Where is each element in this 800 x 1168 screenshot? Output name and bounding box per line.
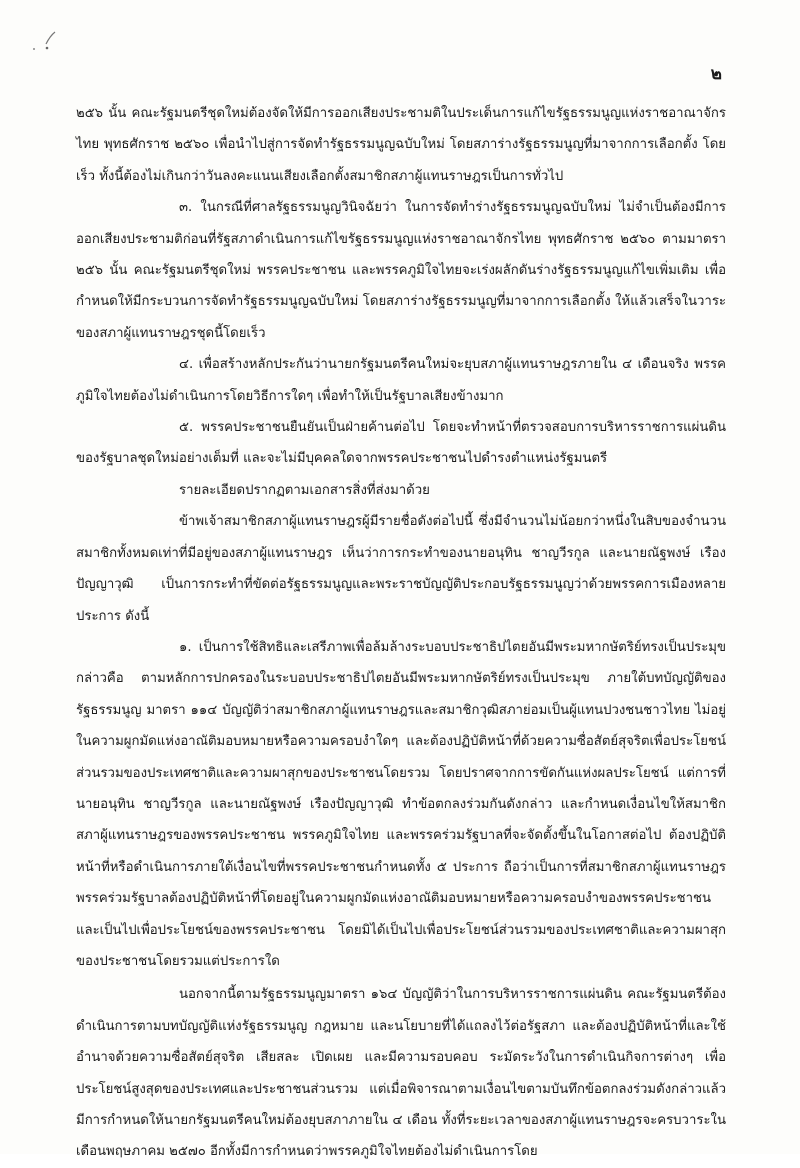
paragraph: ๒๕๖ นั้น คณะรัฐมนตรีชุดใหม่ต้องจัดให้มีการออกเสียงประชามติในประเด็นการแก้ไขรัฐธรรมนูญแห่งราชอาณาจักรไทย พุทธศักราช ๒๕๖๐ เพื่อนำไปสู่การจัดทำรัฐธรรมนูญฉบับใหม่ โดยสภาร่างรัฐธรรมนูญที่มาจากการเลือกตั้ง โดยเร็ว ทั้งนี้ต้องไม่เกินกว่าวันลงคะแนนเสียงเลือกตั้งสมาชิกสภาผู้แทนราษฎรเป็นการทั่วไป (76, 106, 726, 184)
paragraph: ๓. ในกรณีที่ศาลรัฐธรรมนูญวินิจฉัยว่า ในการจัดทำร่างรัฐธรรมนูญฉบับใหม่ ไม่จำเป็นต้องมีการออกเสียงประชามติก่อนที่รัฐสภาดำเนินการแก้ไขรัฐธรรมนูญแห่งราชอาณาจักรไทย พุทธศักราช ๒๕๖๐ ตามมาตรา ๒๕๖ นั้น คณะรัฐมนตรีชุดใหม่ พรรคประชาชน และพรรคภูมิใจไทยจะเร่งผลักดันร่างรัฐธรรมนูญแก้ไขเพิ่มเติม เพื่อกำหนดให้มีกระบวนการจัดทำรัฐธรรมนูญฉบับใหม่ โดยสภาร่างรัฐธรรมนูญที่มาจากการเลือกตั้ง ให้แล้วเสร็จในวาระของสภาผู้แทนราษฎรชุดนี้โดยเร็ว (76, 200, 726, 341)
document-body (76, 98, 726, 1168)
paragraph: นอกจากนี้ตามรัฐธรรมนูญมาตรา ๑๖๔ บัญญัติว่าในการบริหารราชการแผ่นดิน คณะรัฐมนตรีต้องดำเนินการตามบทบัญญัติแห่งรัฐธรรมนูญ กฎหมาย และนโยบายที่ได้แถลงไว้ต่อรัฐสภา และต้องปฏิบัติหน้าที่และใช้อำนาจด้วยความซื่อสัตย์สุจริต เสียสละ เปิดเผย และมีความรอบคอบ ระมัดระวังในการดำเนินกิจการต่างๆ เพื่อประโยชน์สูงสุดของประเทศและประชาชนส่วนรวม แต่เมื่อพิจารณาตามเงื่อนไขตามบันทึกข้อตกลงร่วมดังกล่าวแล้ว มีการกำหนดให้นายกรัฐมนตรีคนใหม่ต้องยุบสภาภายใน ๔ เดือน ทั้งที่ระยะเวลาของสภาผู้แทนราษฎรจะครบวาระในเดือนพฤษภาคม ๒๕๗๐ อีกทั้งมีการกำหนดว่าพรรคภูมิใจไทยต้องไม่ดำเนินการโดย (76, 987, 726, 1160)
scan-specks (26, 30, 66, 54)
paragraph: ๕. พรรคประชาชนยืนยันเป็นฝ่ายค้านต่อไป โดยจะทำหน้าที่ตรวจสอบการบริหารราชการแผ่นดินของรัฐบาลชุดใหม่อย่างเต็มที่ และจะไม่มีบุคคลใดจากพรรคประชาชนไปดำรงตำแหน่งรัฐมนตรี (76, 420, 726, 467)
paragraph: ๔. เพื่อสร้างหลักประกันว่านายกรัฐมนตรีคนใหม่จะยุบสภาผู้แทนราษฎรภายใน ๔ เดือนจริง พรรคภูมิใจไทยต้องไม่ดำเนินการโดยวิธีการใดๆ เพื่อทำให้เป็นรัฐบาลเสียงข้างมาก (76, 357, 726, 404)
paragraph: ๑. เป็นการใช้สิทธิและเสรีภาพเพื่อล้มล้างระบอบประชาธิปไตยอันมีพระมหากษัตริย์ทรงเป็นประมุข กล่าวคือ ตามหลักการปกครองในระบอบประชาธิปไตยอันมีพระมหากษัตริย์ทรงเป็นประมุข ภายใต้บทบัญญัติของรัฐธรรมนูญ มาตรา ๑๑๔ บัญญัติว่าสมาชิกสภาผู้แทนราษฎรและสมาชิกวุฒิสภาย่อมเป็นผู้แทนปวงชนชาวไทย ไม่อยู่ในความผูกมัดแห่งอาณัติมอบหมายหรือความครอบงำใดๆ และต้องปฏิบัติหน้าที่ด้วยความซื่อสัตย์สุจริตเพื่อประโยชน์ส่วนรวมของประเทศชาติและความผาสุกของประชาชนโดยรวม โดยปราศจากการขัดกันแห่งผลประโยชน์ แต่การที่นายอนุทิน ชาญวีรกูล และนายณัฐพงษ์ เรืองปัญญาวุฒิ ทำข้อตกลงร่วมกันดังกล่าว และกำหนดเงื่อนไขให้สมาชิกสภาผู้แทนราษฎรของพรรคประชาชน พรรคภูมิใจไทย และพรรคร่วมรัฐบาลที่จะจัดตั้งขึ้นในโอกาสต่อไป ต้องปฏิบัติหน้าที่หรือดำเนินการภายใต้เงื่อนไขที่พรรคประชาชนกำหนดทั้ง ๕ ประการ ถือว่าเป็นการที่สมาชิกสภาผู้แทนราษฎรพรรคร่วมรัฐบาลต้องปฏิบัติหน้าที่โดยอยู่ในความผูกมัดแห่งอาณัติมอบหมายหรือความครอบงำของพรรคประชาชนและเป็นไปเพื่อประโยชน์ของพรรคประชาชน โดยมิได้เป็นไปเพื่อประโยชน์ส่วนรวมของประเทศชาติและความผาสุกของประชาชนโดยรวมแต่ประการใด (76, 639, 726, 969)
paragraph: ข้าพเจ้าสมาชิกสภาผู้แทนราษฎรผู้มีรายชื่อดังต่อไปนี้ ซึ่งมีจำนวนไม่น้อยกว่าหนึ่งในสิบของจำนวนสมาชิกทั้งหมดเท่าที่มีอยู่ของสภาผู้แทนราษฎร เห็นว่าการกระทำของนายอนุทิน ชาญวีรกูล และนายณัฐพงษ์ เรืองปัญญาวุฒิ เป็นการกระทำที่ขัดต่อรัฐธรรมนูญและพระราชบัญญัติประกอบรัฐธรรมนูญว่าด้วยพรรคการเมืองหลายประการ ดังนี้ (76, 514, 726, 624)
paragraph: รายละเอียดปรากฏตามเอกสารสิ่งที่ส่งมาด้วย (179, 482, 430, 498)
page-number: ๒ (710, 64, 722, 84)
